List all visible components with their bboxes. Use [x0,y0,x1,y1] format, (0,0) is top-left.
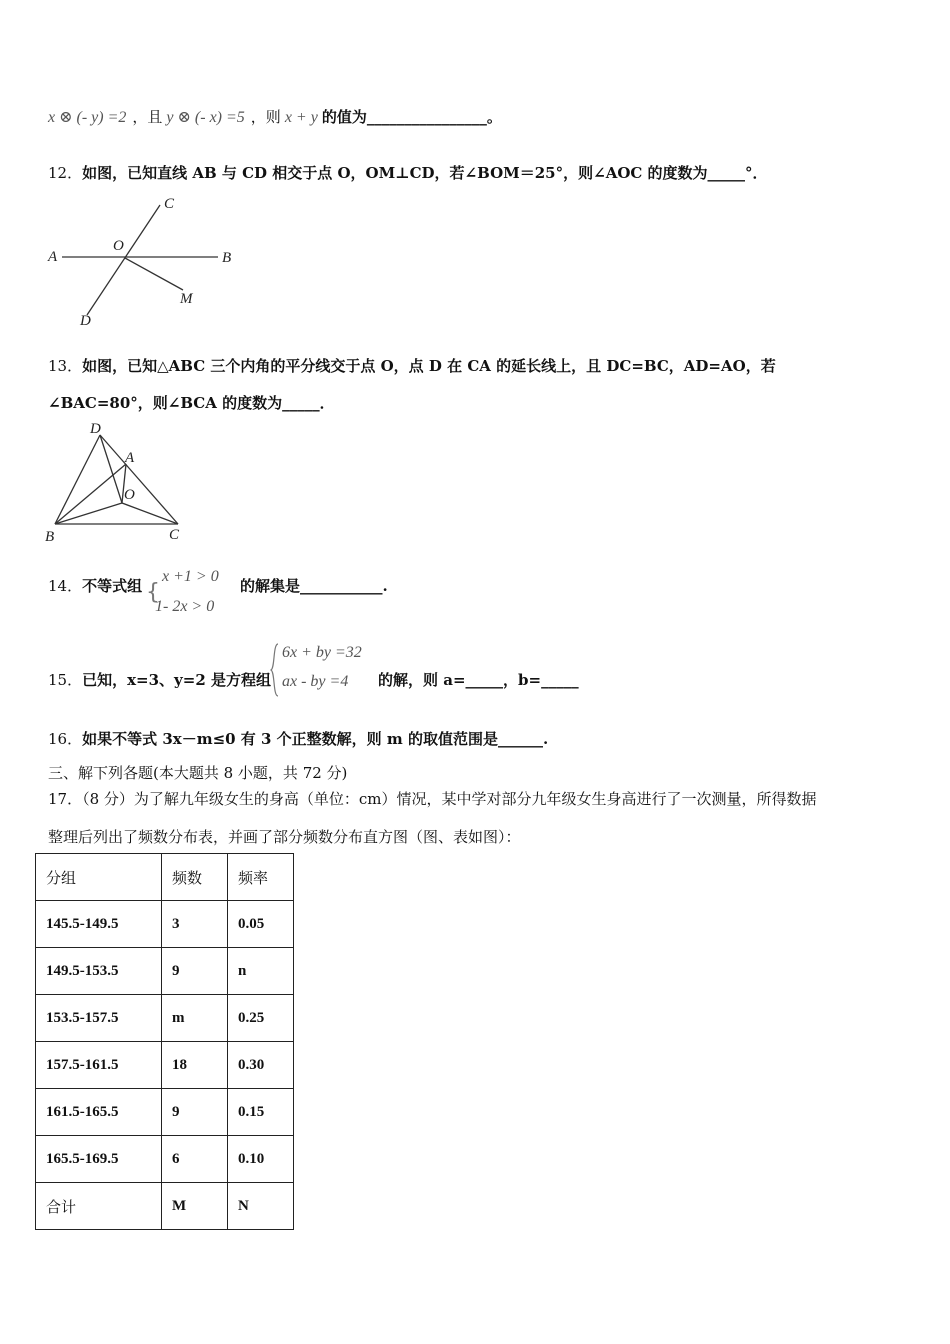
cell-rate: 0.25 [228,995,294,1042]
cell-count: 9 [162,1089,228,1136]
label-o: O [113,238,124,254]
line-cd [87,205,160,315]
q11-expr3: x + y [284,109,318,126]
label-b: B [45,529,55,545]
cell-rate: 0.15 [228,1089,294,1136]
label-b: B [222,250,232,266]
q13-line2: ∠BAC=80°，则∠BCA 的度数为_____． [48,394,335,412]
header-frequency: 频数 [162,854,228,901]
q14-pre: 不等式组 [82,577,143,595]
q11-line [48,106,502,127]
ray-om [125,258,183,290]
cell-group: 161.5-165.5 [36,1089,162,1136]
label-c: C [169,527,180,543]
seg-dc [100,435,178,524]
q13-line1 [48,355,776,376]
q17-text-1: （8 分）为了解九年级女生的身高（单位：cm）情况，某中学对部分九年级女生身高进行了一次测量，所得数据 [82,790,817,808]
header-rate: 频率 [228,854,294,901]
q16-question [48,728,548,749]
q15-eq1: 6x + by =32 [282,644,362,661]
q13-figure [40,418,200,548]
seg-bd [55,435,100,524]
q14-ineq1: x +1 > 0 [162,568,219,585]
cell-group: 165.5-169.5 [36,1136,162,1183]
footer-total-label: 合计 [36,1183,162,1230]
label-a: A [125,450,135,466]
q17-line2: 整理后列出了频数分布表，并画了部分频数分布直方图（图、表如图）： [48,828,521,846]
q11-sep1: ，且 [132,108,163,126]
table-row [36,995,294,1042]
table-footer-row [36,1183,294,1230]
cell-count: 3 [162,901,228,948]
q15-post: 的解，则 a=_____，b=_____ [378,671,579,689]
q16-number: 16． [48,730,83,748]
q11-expr2: y ⊗ (- x) =5 [166,109,245,126]
cell-count: 9 [162,948,228,995]
table-row [36,901,294,948]
label-d: D [80,313,91,329]
q12-question [48,162,768,183]
q15-number: 15． [48,671,83,689]
footer-total-rate: N [228,1183,294,1230]
q13-text-1: 如图，已知△ABC 三个内角的平分线交于点 O，点 D 在 CA 的延长线上，且 DC=BC，AD=AO，若 [82,357,776,375]
cell-rate: 0.05 [228,901,294,948]
seg-ba [55,464,126,524]
cell-count: 18 [162,1042,228,1089]
section-three-heading: 三、解下列各题(本大题共 8 小题，共 72 分) [48,764,348,782]
cell-group: 149.5-153.5 [36,948,162,995]
label-a: A [48,249,58,265]
seg-do [100,435,122,503]
q17-line1 [48,788,817,809]
q12-number: 12． [48,164,83,182]
seg-bo [55,503,122,524]
q14-post: 的解集是___________. [240,577,388,595]
cell-rate: 0.10 [228,1136,294,1183]
q11-tail: 的值为________________。 [321,108,502,126]
q14-number: 14． [48,577,83,595]
q14-prefix [48,575,142,596]
q11-sep2: ，则 [250,108,281,126]
cell-group: 153.5-157.5 [36,995,162,1042]
label-o: O [124,487,135,503]
cell-rate: n [228,948,294,995]
q16-text: 如果不等式 3x－m≤0 有 3 个正整数解，则 m 的取值范围是______. [82,730,549,748]
cell-group: 145.5-149.5 [36,901,162,948]
q15-eq2: ax - by =4 [282,673,349,690]
table-row [36,948,294,995]
table-row [36,1089,294,1136]
cell-group: 157.5-161.5 [36,1042,162,1089]
table-row [36,1136,294,1183]
header-group: 分组 [36,854,162,901]
label-m: M [180,291,193,307]
q12-text: 如图，已知直线 AB 与 CD 相交于点 O，OM⊥CD，若∠BOM＝25°，则∠AOC 的度数为_____°． [82,164,768,182]
q15-prefix [48,669,271,690]
q13-number: 13． [48,357,83,375]
q12-figure [40,190,250,335]
cell-count: 6 [162,1136,228,1183]
cell-count: m [162,995,228,1042]
cell-rate: 0.30 [228,1042,294,1089]
table-header-row [36,854,294,901]
table-row [36,1042,294,1089]
label-c: C [164,196,175,212]
q17-number: 17． [48,790,83,808]
q11-expr1: x ⊗ (- y) =2 [48,109,127,126]
q14-ineq2: 1- 2x > 0 [155,598,215,615]
frequency-table [35,853,294,1230]
footer-total-count: M [162,1183,228,1230]
q15-pre: 已知，x=3、y=2 是方程组 [82,671,271,689]
q14-brace: { [146,580,160,605]
q15-brace [270,642,280,698]
label-d: D [90,421,101,437]
